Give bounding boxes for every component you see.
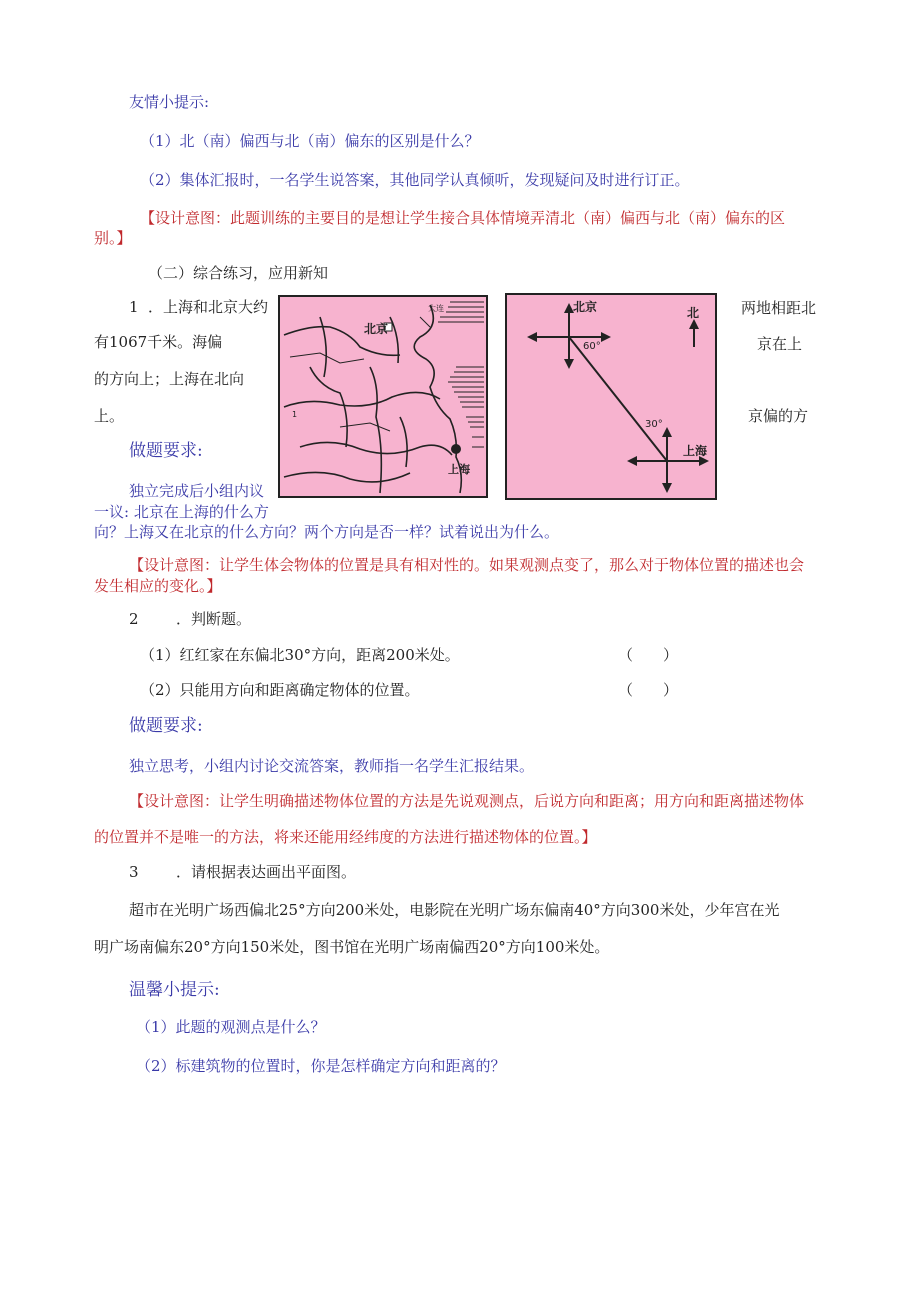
- q3-title: ．请根据表达画出平面图。: [176, 863, 357, 881]
- tip-title: 温馨小提示:: [129, 980, 220, 1000]
- map-label-small: 1: [292, 410, 298, 419]
- map-label-shanghai: 上海: [448, 463, 470, 476]
- design-intent-cont: 的位置并不是唯一的方法，将来还能用经纬度的方法进行描述物体的位置。】: [94, 828, 597, 846]
- tip-title: 友情小提示:: [129, 93, 210, 111]
- q1-text: 有1067千米。海偏: [94, 333, 223, 351]
- q2-title: ．判断题。: [176, 610, 252, 628]
- requirement-text: 一议: 北京在上海的什么方: [94, 503, 269, 521]
- requirement-text: 独立思考，小组内讨论交流答案，教师指一名学生汇报结果。: [129, 757, 535, 775]
- q1-text: 上。: [94, 407, 125, 425]
- question-number: 3: [129, 863, 139, 881]
- map-label-beijing: 北京: [364, 322, 389, 336]
- diagram-label-shanghai: 上海: [683, 444, 708, 458]
- tip-item: （1）北（南）偏西与北（南）偏东的区别是什么？: [140, 132, 480, 150]
- tip-item: （2）集体汇报时，一名学生说答案，其他同学认真倾听，发现疑问及时进行订正。: [140, 171, 690, 189]
- map-label-port: 大连: [428, 304, 444, 313]
- requirement-title: 做题要求:: [129, 716, 203, 736]
- direction-diagram: [505, 293, 717, 500]
- q1-text-right: 京偏的方: [748, 407, 809, 425]
- answer-blank: （ ）: [618, 646, 679, 664]
- angle-label-60: 60°: [583, 341, 601, 352]
- design-intent: 【设计意图：此题训练的主要目的是想让学生接合具体情境弄清北（南）偏西与北（南）偏东的区: [140, 209, 786, 227]
- design-intent-cont: 别。】: [94, 229, 132, 247]
- diagram-label-north: 北: [687, 306, 700, 320]
- q1-text-right: 京在上: [757, 335, 803, 353]
- angle-label-30: 30°: [645, 419, 663, 430]
- judge-item: （1）红红家在东偏北30°方向，距离200米处。: [140, 646, 460, 664]
- diagram-graphic: [507, 295, 715, 498]
- q3-text: 超市在光明广场西偏北25°方向200米处，电影院在光明广场东偏南40°方向300米处，少年宫在光: [129, 901, 780, 919]
- requirement-text: 向？上海又在北京的什么方向？两个方向是否一样？试着说出为什么。: [94, 523, 560, 541]
- design-intent: 【设计意图：让学生体会物体的位置是具有相对性的。如果观测点变了，那么对于物体位置的描述也会: [129, 556, 805, 574]
- q1-text-right: 两地相距北: [741, 299, 817, 317]
- q1-text: 的方向上；上海在北向: [94, 370, 245, 388]
- answer-blank: （ ）: [618, 681, 679, 699]
- diagram-label-beijing: 北京: [573, 300, 598, 314]
- requirement-title: 做题要求:: [129, 441, 203, 461]
- question-number: 2: [129, 610, 139, 628]
- question-number: 1: [129, 298, 139, 316]
- q1-text: ．上海和北京大约: [148, 298, 269, 316]
- section-heading: （二）综合练习，应用新知: [148, 264, 329, 282]
- q3-text-cont: 明广场南偏东20°方向150米处，图书馆在光明广场南偏西20°方向100米处。: [94, 938, 610, 956]
- map-graphic: [280, 297, 486, 496]
- judge-item: （2）只能用方向和距离确定物体的位置。: [140, 681, 420, 699]
- tip-item: （1）此题的观测点是什么？: [136, 1018, 326, 1036]
- design-intent: 【设计意图：让学生明确描述物体位置的方法是先说观测点，后说方向和距离；用方向和距离描述物体: [129, 792, 805, 810]
- requirement-text: 独立完成后小组内议: [129, 482, 265, 500]
- design-intent-cont: 发生相应的变化。】: [94, 577, 222, 595]
- china-map: [278, 295, 488, 498]
- tip-item: （2）标建筑物的位置时，你是怎样确定方向和距离的？: [136, 1057, 506, 1075]
